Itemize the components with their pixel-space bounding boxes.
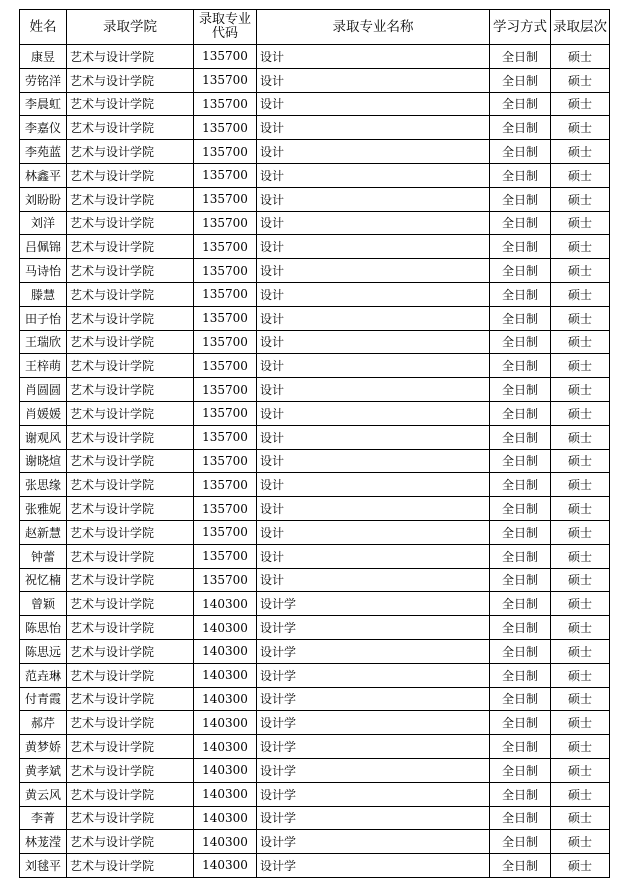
cell-mode: 全日制 [490, 520, 551, 544]
cell-level: 硕士 [551, 449, 610, 473]
cell-mode: 全日制 [490, 663, 551, 687]
cell-mode: 全日制 [490, 211, 551, 235]
cell-code: 140300 [194, 758, 257, 782]
cell-name: 林鑫平 [20, 163, 67, 187]
cell-code: 135700 [194, 92, 257, 116]
table-row [20, 163, 610, 187]
table-row [20, 568, 610, 592]
cell-college: 艺术与设计学院 [67, 378, 194, 402]
cell-name: 刘毬平 [20, 854, 67, 878]
cell-name: 刘洋 [20, 211, 67, 235]
cell-major: 设计 [257, 259, 490, 283]
cell-level: 硕士 [551, 473, 610, 497]
cell-mode: 全日制 [490, 235, 551, 259]
header-level: 录取层次 [551, 10, 610, 45]
cell-mode: 全日制 [490, 592, 551, 616]
cell-mode: 全日制 [490, 354, 551, 378]
cell-college: 艺术与设计学院 [67, 830, 194, 854]
cell-mode: 全日制 [490, 806, 551, 830]
cell-code: 140300 [194, 711, 257, 735]
cell-name: 黄云风 [20, 782, 67, 806]
cell-level: 硕士 [551, 259, 610, 283]
cell-name: 曾颖 [20, 592, 67, 616]
cell-college: 艺术与设计学院 [67, 663, 194, 687]
table-row [20, 782, 610, 806]
cell-major: 设计学 [257, 592, 490, 616]
cell-code: 140300 [194, 735, 257, 759]
table-body [20, 45, 610, 878]
cell-name: 李晨虹 [20, 92, 67, 116]
cell-name: 谢观风 [20, 425, 67, 449]
cell-mode: 全日制 [490, 401, 551, 425]
table-row [20, 259, 610, 283]
cell-level: 硕士 [551, 68, 610, 92]
cell-name: 林茏滢 [20, 830, 67, 854]
cell-college: 艺术与设计学院 [67, 497, 194, 521]
cell-name: 肖圆圆 [20, 378, 67, 402]
cell-college: 艺术与设计学院 [67, 758, 194, 782]
cell-college: 艺术与设计学院 [67, 306, 194, 330]
cell-college: 艺术与设计学院 [67, 473, 194, 497]
table-row [20, 854, 610, 878]
cell-code: 140300 [194, 806, 257, 830]
cell-college: 艺术与设计学院 [67, 711, 194, 735]
cell-level: 硕士 [551, 211, 610, 235]
cell-mode: 全日制 [490, 306, 551, 330]
cell-major: 设计 [257, 116, 490, 140]
cell-name: 康昱 [20, 45, 67, 69]
table-row [20, 616, 610, 640]
cell-name: 田子怡 [20, 306, 67, 330]
cell-level: 硕士 [551, 735, 610, 759]
cell-name: 陈思怡 [20, 616, 67, 640]
cell-name: 张思缘 [20, 473, 67, 497]
cell-name: 钟蕾 [20, 544, 67, 568]
cell-level: 硕士 [551, 401, 610, 425]
cell-college: 艺术与设计学院 [67, 401, 194, 425]
cell-mode: 全日制 [490, 92, 551, 116]
cell-level: 硕士 [551, 425, 610, 449]
cell-code: 140300 [194, 592, 257, 616]
header-mode: 学习方式 [490, 10, 551, 45]
table-row [20, 687, 610, 711]
table-row [20, 68, 610, 92]
cell-code: 135700 [194, 330, 257, 354]
cell-mode: 全日制 [490, 163, 551, 187]
table-row [20, 497, 610, 521]
cell-college: 艺术与设计学院 [67, 259, 194, 283]
cell-code: 135700 [194, 425, 257, 449]
cell-mode: 全日制 [490, 735, 551, 759]
cell-college: 艺术与设计学院 [67, 806, 194, 830]
cell-college: 艺术与设计学院 [67, 163, 194, 187]
cell-code: 135700 [194, 140, 257, 164]
cell-major: 设计 [257, 92, 490, 116]
cell-level: 硕士 [551, 830, 610, 854]
cell-college: 艺术与设计学院 [67, 92, 194, 116]
cell-mode: 全日制 [490, 68, 551, 92]
cell-major: 设计学 [257, 711, 490, 735]
cell-level: 硕士 [551, 758, 610, 782]
cell-major: 设计学 [257, 758, 490, 782]
cell-major: 设计 [257, 497, 490, 521]
cell-code: 140300 [194, 663, 257, 687]
cell-code: 135700 [194, 259, 257, 283]
cell-college: 艺术与设计学院 [67, 520, 194, 544]
cell-code: 135700 [194, 187, 257, 211]
cell-code: 135700 [194, 544, 257, 568]
cell-name: 王梓萌 [20, 354, 67, 378]
cell-major: 设计 [257, 330, 490, 354]
table-row [20, 449, 610, 473]
cell-major: 设计 [257, 401, 490, 425]
cell-mode: 全日制 [490, 116, 551, 140]
cell-major: 设计学 [257, 616, 490, 640]
cell-code: 140300 [194, 782, 257, 806]
cell-college: 艺术与设计学院 [67, 140, 194, 164]
cell-level: 硕士 [551, 235, 610, 259]
cell-code: 135700 [194, 568, 257, 592]
cell-major: 设计 [257, 282, 490, 306]
cell-college: 艺术与设计学院 [67, 282, 194, 306]
cell-level: 硕士 [551, 163, 610, 187]
cell-major: 设计 [257, 568, 490, 592]
table-row [20, 520, 610, 544]
cell-mode: 全日制 [490, 854, 551, 878]
cell-mode: 全日制 [490, 45, 551, 69]
table-row [20, 235, 610, 259]
cell-code: 140300 [194, 854, 257, 878]
cell-code: 135700 [194, 520, 257, 544]
cell-name: 滕慧 [20, 282, 67, 306]
cell-name: 陈思远 [20, 639, 67, 663]
cell-code: 140300 [194, 616, 257, 640]
table-row [20, 306, 610, 330]
table-row [20, 473, 610, 497]
cell-level: 硕士 [551, 45, 610, 69]
cell-college: 艺术与设计学院 [67, 330, 194, 354]
cell-name: 吕佩锦 [20, 235, 67, 259]
cell-level: 硕士 [551, 140, 610, 164]
table-row [20, 758, 610, 782]
cell-college: 艺术与设计学院 [67, 735, 194, 759]
cell-name: 刘盼盼 [20, 187, 67, 211]
cell-major: 设计 [257, 211, 490, 235]
cell-mode: 全日制 [490, 282, 551, 306]
table-row [20, 735, 610, 759]
cell-major: 设计 [257, 68, 490, 92]
cell-code: 135700 [194, 68, 257, 92]
cell-mode: 全日制 [490, 140, 551, 164]
cell-major: 设计 [257, 187, 490, 211]
cell-major: 设计 [257, 544, 490, 568]
cell-name: 劳铭洋 [20, 68, 67, 92]
cell-name: 祝忆楠 [20, 568, 67, 592]
cell-college: 艺术与设计学院 [67, 45, 194, 69]
cell-name: 赵新慧 [20, 520, 67, 544]
cell-level: 硕士 [551, 711, 610, 735]
table-row [20, 92, 610, 116]
cell-major: 设计 [257, 306, 490, 330]
cell-code: 135700 [194, 473, 257, 497]
cell-level: 硕士 [551, 568, 610, 592]
cell-level: 硕士 [551, 92, 610, 116]
cell-level: 硕士 [551, 639, 610, 663]
cell-name: 郝芹 [20, 711, 67, 735]
cell-level: 硕士 [551, 116, 610, 140]
cell-name: 李菁 [20, 806, 67, 830]
cell-name: 张雅妮 [20, 497, 67, 521]
cell-level: 硕士 [551, 282, 610, 306]
cell-code: 140300 [194, 639, 257, 663]
cell-name: 付青霞 [20, 687, 67, 711]
cell-major: 设计 [257, 473, 490, 497]
cell-mode: 全日制 [490, 830, 551, 854]
cell-code: 135700 [194, 116, 257, 140]
table-row [20, 211, 610, 235]
cell-mode: 全日制 [490, 639, 551, 663]
header-row [20, 10, 610, 45]
cell-mode: 全日制 [490, 378, 551, 402]
cell-college: 艺术与设计学院 [67, 68, 194, 92]
cell-code: 135700 [194, 235, 257, 259]
cell-name: 谢晓煊 [20, 449, 67, 473]
cell-major: 设计学 [257, 806, 490, 830]
cell-mode: 全日制 [490, 616, 551, 640]
cell-name: 王瑞欣 [20, 330, 67, 354]
cell-mode: 全日制 [490, 544, 551, 568]
cell-code: 135700 [194, 354, 257, 378]
cell-major: 设计 [257, 354, 490, 378]
cell-college: 艺术与设计学院 [67, 425, 194, 449]
cell-mode: 全日制 [490, 711, 551, 735]
cell-level: 硕士 [551, 663, 610, 687]
cell-college: 艺术与设计学院 [67, 782, 194, 806]
cell-level: 硕士 [551, 806, 610, 830]
cell-name: 黄梦娇 [20, 735, 67, 759]
cell-college: 艺术与设计学院 [67, 235, 194, 259]
table-row [20, 639, 610, 663]
cell-college: 艺术与设计学院 [67, 187, 194, 211]
cell-level: 硕士 [551, 520, 610, 544]
cell-mode: 全日制 [490, 568, 551, 592]
cell-level: 硕士 [551, 306, 610, 330]
table-row [20, 592, 610, 616]
table-row [20, 140, 610, 164]
cell-level: 硕士 [551, 616, 610, 640]
table-row [20, 282, 610, 306]
cell-level: 硕士 [551, 187, 610, 211]
table-row [20, 116, 610, 140]
cell-major: 设计 [257, 163, 490, 187]
cell-mode: 全日制 [490, 330, 551, 354]
cell-code: 135700 [194, 449, 257, 473]
table-row [20, 378, 610, 402]
cell-college: 艺术与设计学院 [67, 544, 194, 568]
cell-code: 135700 [194, 306, 257, 330]
cell-level: 硕士 [551, 378, 610, 402]
cell-major: 设计 [257, 45, 490, 69]
cell-college: 艺术与设计学院 [67, 854, 194, 878]
cell-code: 135700 [194, 211, 257, 235]
header-college: 录取学院 [67, 10, 194, 45]
cell-mode: 全日制 [490, 758, 551, 782]
cell-code: 140300 [194, 687, 257, 711]
table-row [20, 425, 610, 449]
table-row [20, 663, 610, 687]
cell-college: 艺术与设计学院 [67, 639, 194, 663]
table-row [20, 330, 610, 354]
cell-name: 黄孝斌 [20, 758, 67, 782]
cell-major: 设计学 [257, 663, 490, 687]
cell-name: 肖媛媛 [20, 401, 67, 425]
cell-level: 硕士 [551, 782, 610, 806]
cell-code: 135700 [194, 497, 257, 521]
cell-college: 艺术与设计学院 [67, 116, 194, 140]
cell-code: 135700 [194, 282, 257, 306]
cell-mode: 全日制 [490, 497, 551, 521]
admission-table [19, 9, 610, 878]
cell-college: 艺术与设计学院 [67, 449, 194, 473]
cell-level: 硕士 [551, 354, 610, 378]
cell-code: 140300 [194, 830, 257, 854]
cell-mode: 全日制 [490, 425, 551, 449]
cell-college: 艺术与设计学院 [67, 616, 194, 640]
cell-major: 设计学 [257, 782, 490, 806]
cell-code: 135700 [194, 378, 257, 402]
cell-major: 设计 [257, 378, 490, 402]
table-row [20, 354, 610, 378]
table-row [20, 544, 610, 568]
cell-mode: 全日制 [490, 187, 551, 211]
table-row [20, 45, 610, 69]
table-row [20, 187, 610, 211]
cell-college: 艺术与设计学院 [67, 211, 194, 235]
cell-major: 设计学 [257, 687, 490, 711]
cell-mode: 全日制 [490, 473, 551, 497]
cell-name: 李嘉仪 [20, 116, 67, 140]
cell-mode: 全日制 [490, 687, 551, 711]
table-row [20, 711, 610, 735]
cell-major: 设计学 [257, 639, 490, 663]
table-row [20, 830, 610, 854]
cell-major: 设计学 [257, 735, 490, 759]
cell-major: 设计学 [257, 854, 490, 878]
cell-level: 硕士 [551, 854, 610, 878]
table-row [20, 401, 610, 425]
cell-mode: 全日制 [490, 449, 551, 473]
cell-major: 设计学 [257, 830, 490, 854]
cell-level: 硕士 [551, 687, 610, 711]
header-code-label: 录取专业代码 [198, 12, 251, 41]
cell-college: 艺术与设计学院 [67, 354, 194, 378]
cell-name: 李苑蓝 [20, 140, 67, 164]
cell-level: 硕士 [551, 330, 610, 354]
cell-major: 设计 [257, 520, 490, 544]
cell-code: 135700 [194, 163, 257, 187]
cell-level: 硕士 [551, 497, 610, 521]
cell-code: 135700 [194, 45, 257, 69]
cell-college: 艺术与设计学院 [67, 568, 194, 592]
cell-level: 硕士 [551, 544, 610, 568]
cell-level: 硕士 [551, 592, 610, 616]
header-major: 录取专业名称 [257, 10, 490, 45]
cell-mode: 全日制 [490, 782, 551, 806]
header-code [194, 10, 257, 45]
cell-major: 设计 [257, 425, 490, 449]
cell-major: 设计 [257, 140, 490, 164]
cell-college: 艺术与设计学院 [67, 687, 194, 711]
header-name: 姓名 [20, 10, 67, 45]
table-row [20, 806, 610, 830]
cell-code: 135700 [194, 401, 257, 425]
cell-name: 范垚琳 [20, 663, 67, 687]
cell-major: 设计 [257, 235, 490, 259]
cell-major: 设计 [257, 449, 490, 473]
cell-mode: 全日制 [490, 259, 551, 283]
cell-name: 马诗怡 [20, 259, 67, 283]
cell-college: 艺术与设计学院 [67, 592, 194, 616]
